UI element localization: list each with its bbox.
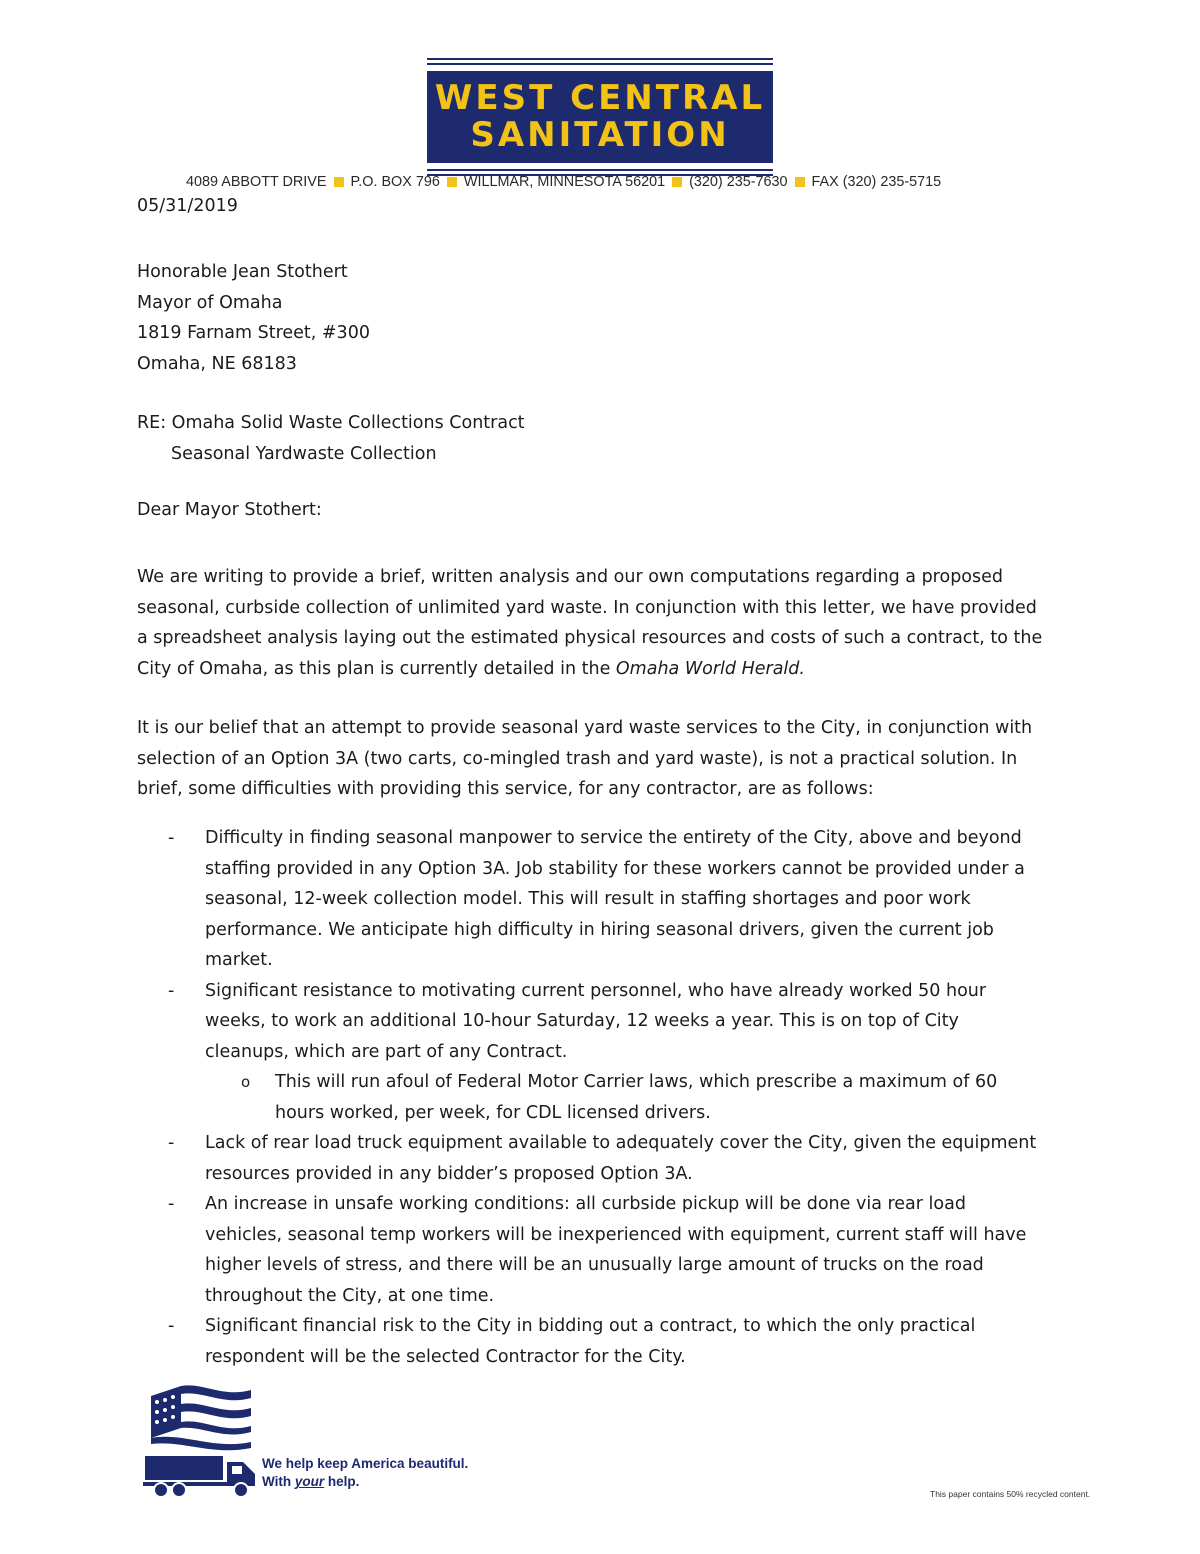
address-po-box: P.O. BOX 796 xyxy=(350,174,440,190)
tagline-your: your xyxy=(294,1474,325,1489)
logo-box xyxy=(427,71,773,163)
company-address xyxy=(186,174,1086,190)
logo-bottom-rule xyxy=(427,169,773,171)
body-paragraph-2: It is our belief that an attempt to provide seasonal yard waste services to the City, in conjunction with selection of an Option 3A (two carts, co-mingled trash and yard waste), is not a practical solution. In brief, some difficulties with providing this service, for any contractor, are as follows: xyxy=(137,718,1033,799)
logo-top-rule-2 xyxy=(427,63,773,65)
separator-square-icon xyxy=(795,177,805,187)
tagline-line-1: We help keep America beautiful. xyxy=(262,1456,469,1471)
recipient-title: Mayor of Omaha xyxy=(137,292,283,313)
list-item-text: An increase in unsafe working conditions: all curbside pickup will be done via rear load vehicles, seasonal temp workers will be inexperienced with equipment, current staff will have higher levels of stress, and there will be an unusually large amount of trucks on the road throughout the City, at one time. xyxy=(205,1194,1027,1306)
tagline xyxy=(262,1455,468,1491)
recycled-paper-note: This paper contains 50% recycled content. xyxy=(930,1489,1091,1499)
subject-line-2: Seasonal Yardwaste Collection xyxy=(171,443,437,464)
list-item xyxy=(168,1189,1048,1311)
dash-marker: - xyxy=(168,1194,175,1214)
letter-date: 05/31/2019 xyxy=(137,196,238,216)
list-item xyxy=(168,976,1048,1068)
newspaper-title: Omaha World Herald. xyxy=(615,658,805,679)
separator-square-icon xyxy=(334,177,344,187)
circle-marker: o xyxy=(241,1073,251,1091)
recipient-name: Honorable Jean Stothert xyxy=(137,262,348,282)
sub-list-item-text: This will run afoul of Federal Motor Carrier laws, which prescribe a maximum of 60 hours worked, per week, for CDL licensed drivers. xyxy=(275,1072,998,1123)
tagline-help: help. xyxy=(324,1474,360,1489)
separator-square-icon xyxy=(447,177,457,187)
salutation: Dear Mayor Stothert: xyxy=(137,500,322,520)
list-item-text: Difficulty in finding seasonal manpower to service the entirety of the City, above and beyond staffing provided in any Option 3A. Job stability for these workers cannot be provided under a seasonal, 12-week collection model. This will result in staffing shortages and poor work performance. We anticipate high difficulty in hiring seasonal drivers, given the current job market. xyxy=(205,828,1025,970)
flag-truck-logo-icon xyxy=(143,1382,258,1500)
company-logo xyxy=(427,58,773,179)
sub-list-item xyxy=(205,1067,1048,1128)
dash-marker: - xyxy=(168,980,175,1001)
recipient-city: Omaha, NE 68183 xyxy=(137,353,297,374)
address-city: WILLMAR, MINNESOTA 56201 xyxy=(463,174,666,190)
paragraph-1-text: We are writing to provide a brief, written analysis and our own computations regarding a proposed seasonal, curbside collection of unlimited yard waste. In conjunction with this letter, we have provided a spreadsheet analysis laying out the estimated physical resources and costs of such a contract, to the City of Omaha, as this plan is currently detailed in the xyxy=(137,567,1043,679)
list-item-text: Significant financial risk to the City in bidding out a contract, to which the only practical respondent will be the selected Contractor for the City. xyxy=(205,1316,976,1367)
dash-marker: - xyxy=(168,1133,175,1153)
address-phone: (320) 235-7630 xyxy=(689,174,788,190)
logo-line-1: WEST CENTRAL xyxy=(434,78,766,118)
tagline-with: With xyxy=(262,1474,295,1489)
separator-square-icon xyxy=(672,177,682,187)
list-item-text: Lack of rear load truck equipment available to adequately cover the City, given the equipment resources provided in any bidder’s proposed Option 3A. xyxy=(205,1133,1037,1184)
dash-marker: - xyxy=(168,828,175,848)
list-item-text: Significant resistance to motivating current personnel, who have already worked 50 hour weeks, to work an additional 10-hour Saturday, 12 weeks a year. This is on top of City cleanups, which are part of any Contract. xyxy=(205,980,987,1062)
logo-top-rule xyxy=(427,58,773,60)
tagline-line-2 xyxy=(262,1473,468,1491)
subject-line-1: RE: Omaha Solid Waste Collections Contract xyxy=(137,413,525,433)
list-item xyxy=(168,823,1048,976)
list-item xyxy=(168,1311,1048,1372)
recipient-address xyxy=(137,257,370,379)
recipient-street: 1819 Farnam Street, #300 xyxy=(137,323,370,343)
address-street: 4089 ABBOTT DRIVE xyxy=(186,174,327,190)
dash-marker: - xyxy=(168,1316,175,1336)
list-item xyxy=(168,1128,1048,1189)
logo-line-2: SANITATION xyxy=(470,115,730,155)
address-fax: FAX (320) 235-5715 xyxy=(811,174,942,190)
subject-line xyxy=(137,408,525,469)
body-paragraph-1 xyxy=(137,562,1052,684)
difficulties-list xyxy=(168,823,1048,1372)
